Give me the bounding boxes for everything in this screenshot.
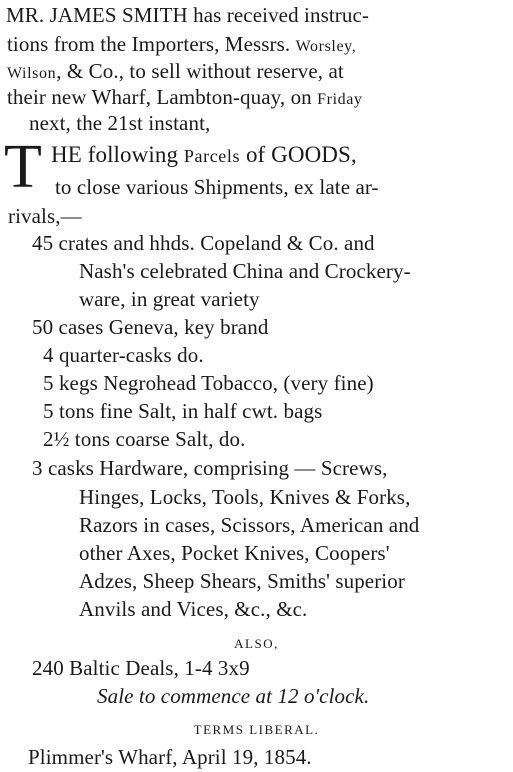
goods-item-continuation: other Axes, Pocket Knives, Coopers' bbox=[79, 541, 390, 565]
goods-item-continuation: Anvils and Vices, &c., &c. bbox=[79, 597, 308, 621]
goods-item: 3 casks Hardware, comprising — Screws, bbox=[32, 456, 388, 480]
intro-line bbox=[6, 2, 369, 28]
intro-text: their new Wharf, Lambton-quay, on bbox=[7, 85, 318, 109]
heading-text: HE following bbox=[51, 142, 184, 167]
deals-item: 240 Baltic Deals, 1-4 3x9 bbox=[32, 656, 250, 680]
intro-text: next, the 21st instant, bbox=[29, 111, 211, 135]
intro-line bbox=[29, 110, 210, 136]
intro-text: tions from the Importers, Messrs. bbox=[7, 32, 296, 56]
importer-name: Worsley, bbox=[295, 38, 357, 55]
goods-item: 5 tons fine Salt, in half cwt. bags bbox=[43, 399, 323, 423]
goods-item: 45 crates and hhds. Copeland & Co. and bbox=[32, 231, 375, 255]
intro-line bbox=[7, 84, 363, 113]
goods-item: 5 kegs Negrohead Tobacco, (very fine) bbox=[43, 371, 374, 395]
intro-text: , & Co., to sell without reserve, at bbox=[56, 59, 344, 83]
also-heading: ALSO, bbox=[234, 636, 279, 651]
goods-item-continuation: Adzes, Sheep Shears, Smiths' superior bbox=[79, 569, 405, 593]
heading-parcels: Parcels bbox=[183, 146, 241, 166]
heading-line: rivals,— bbox=[8, 204, 82, 228]
terms-heading: TERMS LIBERAL. bbox=[193, 722, 320, 737]
intro-line bbox=[7, 58, 344, 87]
heading-line: to close various Shipments, ex late ar- bbox=[55, 175, 379, 199]
goods-item-continuation: ware, in great variety bbox=[79, 287, 260, 311]
heading-line bbox=[51, 142, 357, 169]
importer-name: Wilson bbox=[7, 65, 57, 82]
intro-text: MR. JAMES SMITH has received instruc- bbox=[6, 3, 369, 27]
goods-item: 4 quarter-casks do. bbox=[43, 343, 204, 367]
footer-dateline: Plimmer's Wharf, April 19, 1854. bbox=[28, 745, 312, 769]
goods-item: 2½ tons coarse Salt, do. bbox=[43, 427, 246, 451]
goods-item: 50 cases Geneva, key brand bbox=[32, 315, 269, 339]
goods-item-continuation: Hinges, Locks, Tools, Knives & Forks, bbox=[79, 485, 411, 509]
sale-day: Friday bbox=[317, 91, 363, 108]
sale-time: Sale to commence at 12 o'clock. bbox=[97, 684, 370, 708]
drop-cap: T bbox=[4, 133, 40, 201]
goods-item-continuation: Nash's celebrated China and Crockery- bbox=[79, 259, 411, 283]
intro-line bbox=[7, 31, 356, 60]
heading-text: of GOODS, bbox=[240, 142, 357, 167]
goods-item-continuation: Razors in cases, Scissors, American and bbox=[79, 513, 420, 537]
